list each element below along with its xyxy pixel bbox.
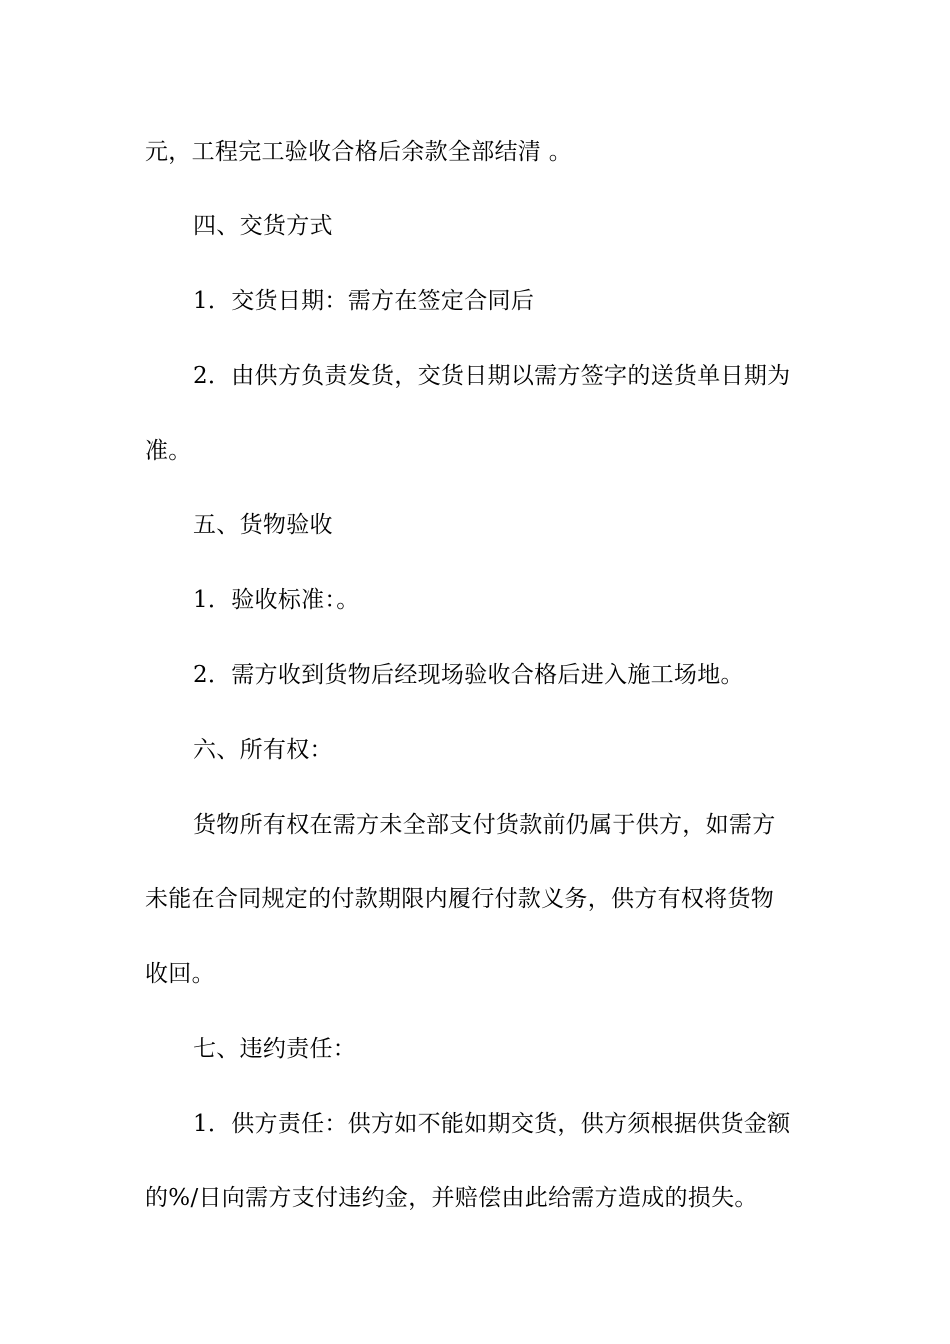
section-heading-delivery: 四、交货方式 [193,213,333,239]
list-item-supplier-liability: 1．供方责任：供方如不能如期交货，供方须根据供货金额 [193,1111,791,1137]
list-item-inspection-standard: 1．验收标准：。 [193,587,360,613]
paragraph-ownership-line-3: 收回。 [145,961,215,987]
list-item-delivery-date: 1．交货日期：需方在签定合同后 [193,288,535,314]
text-line-liability-continuation: 的%/日向需方支付违约金，并赔偿由此给需方造成的损失。 [145,1185,758,1211]
paragraph-ownership-line-1: 货物所有权在需方未全部支付货款前仍属于供方，如需方 [193,812,776,838]
section-heading-ownership: 六、所有权： [193,737,333,763]
list-item-shipping: 2．由供方负责发货，交货日期以需方签字的送货单日期为 [193,363,791,389]
section-heading-inspection: 五、货物验收 [193,512,333,538]
list-item-inspection-process: 2．需方收到货物后经现场验收合格后进入施工场地。 [193,662,744,688]
text-line-payment-continuation: 元，工程完工验收合格后余款全部结清 。 [145,139,573,165]
text-line-shipping-continuation: 准。 [145,438,192,464]
section-heading-liability: 七、违约责任： [193,1036,357,1062]
paragraph-ownership-line-2: 未能在合同规定的付款期限内履行付款义务，供方有权将货物 [145,886,775,912]
